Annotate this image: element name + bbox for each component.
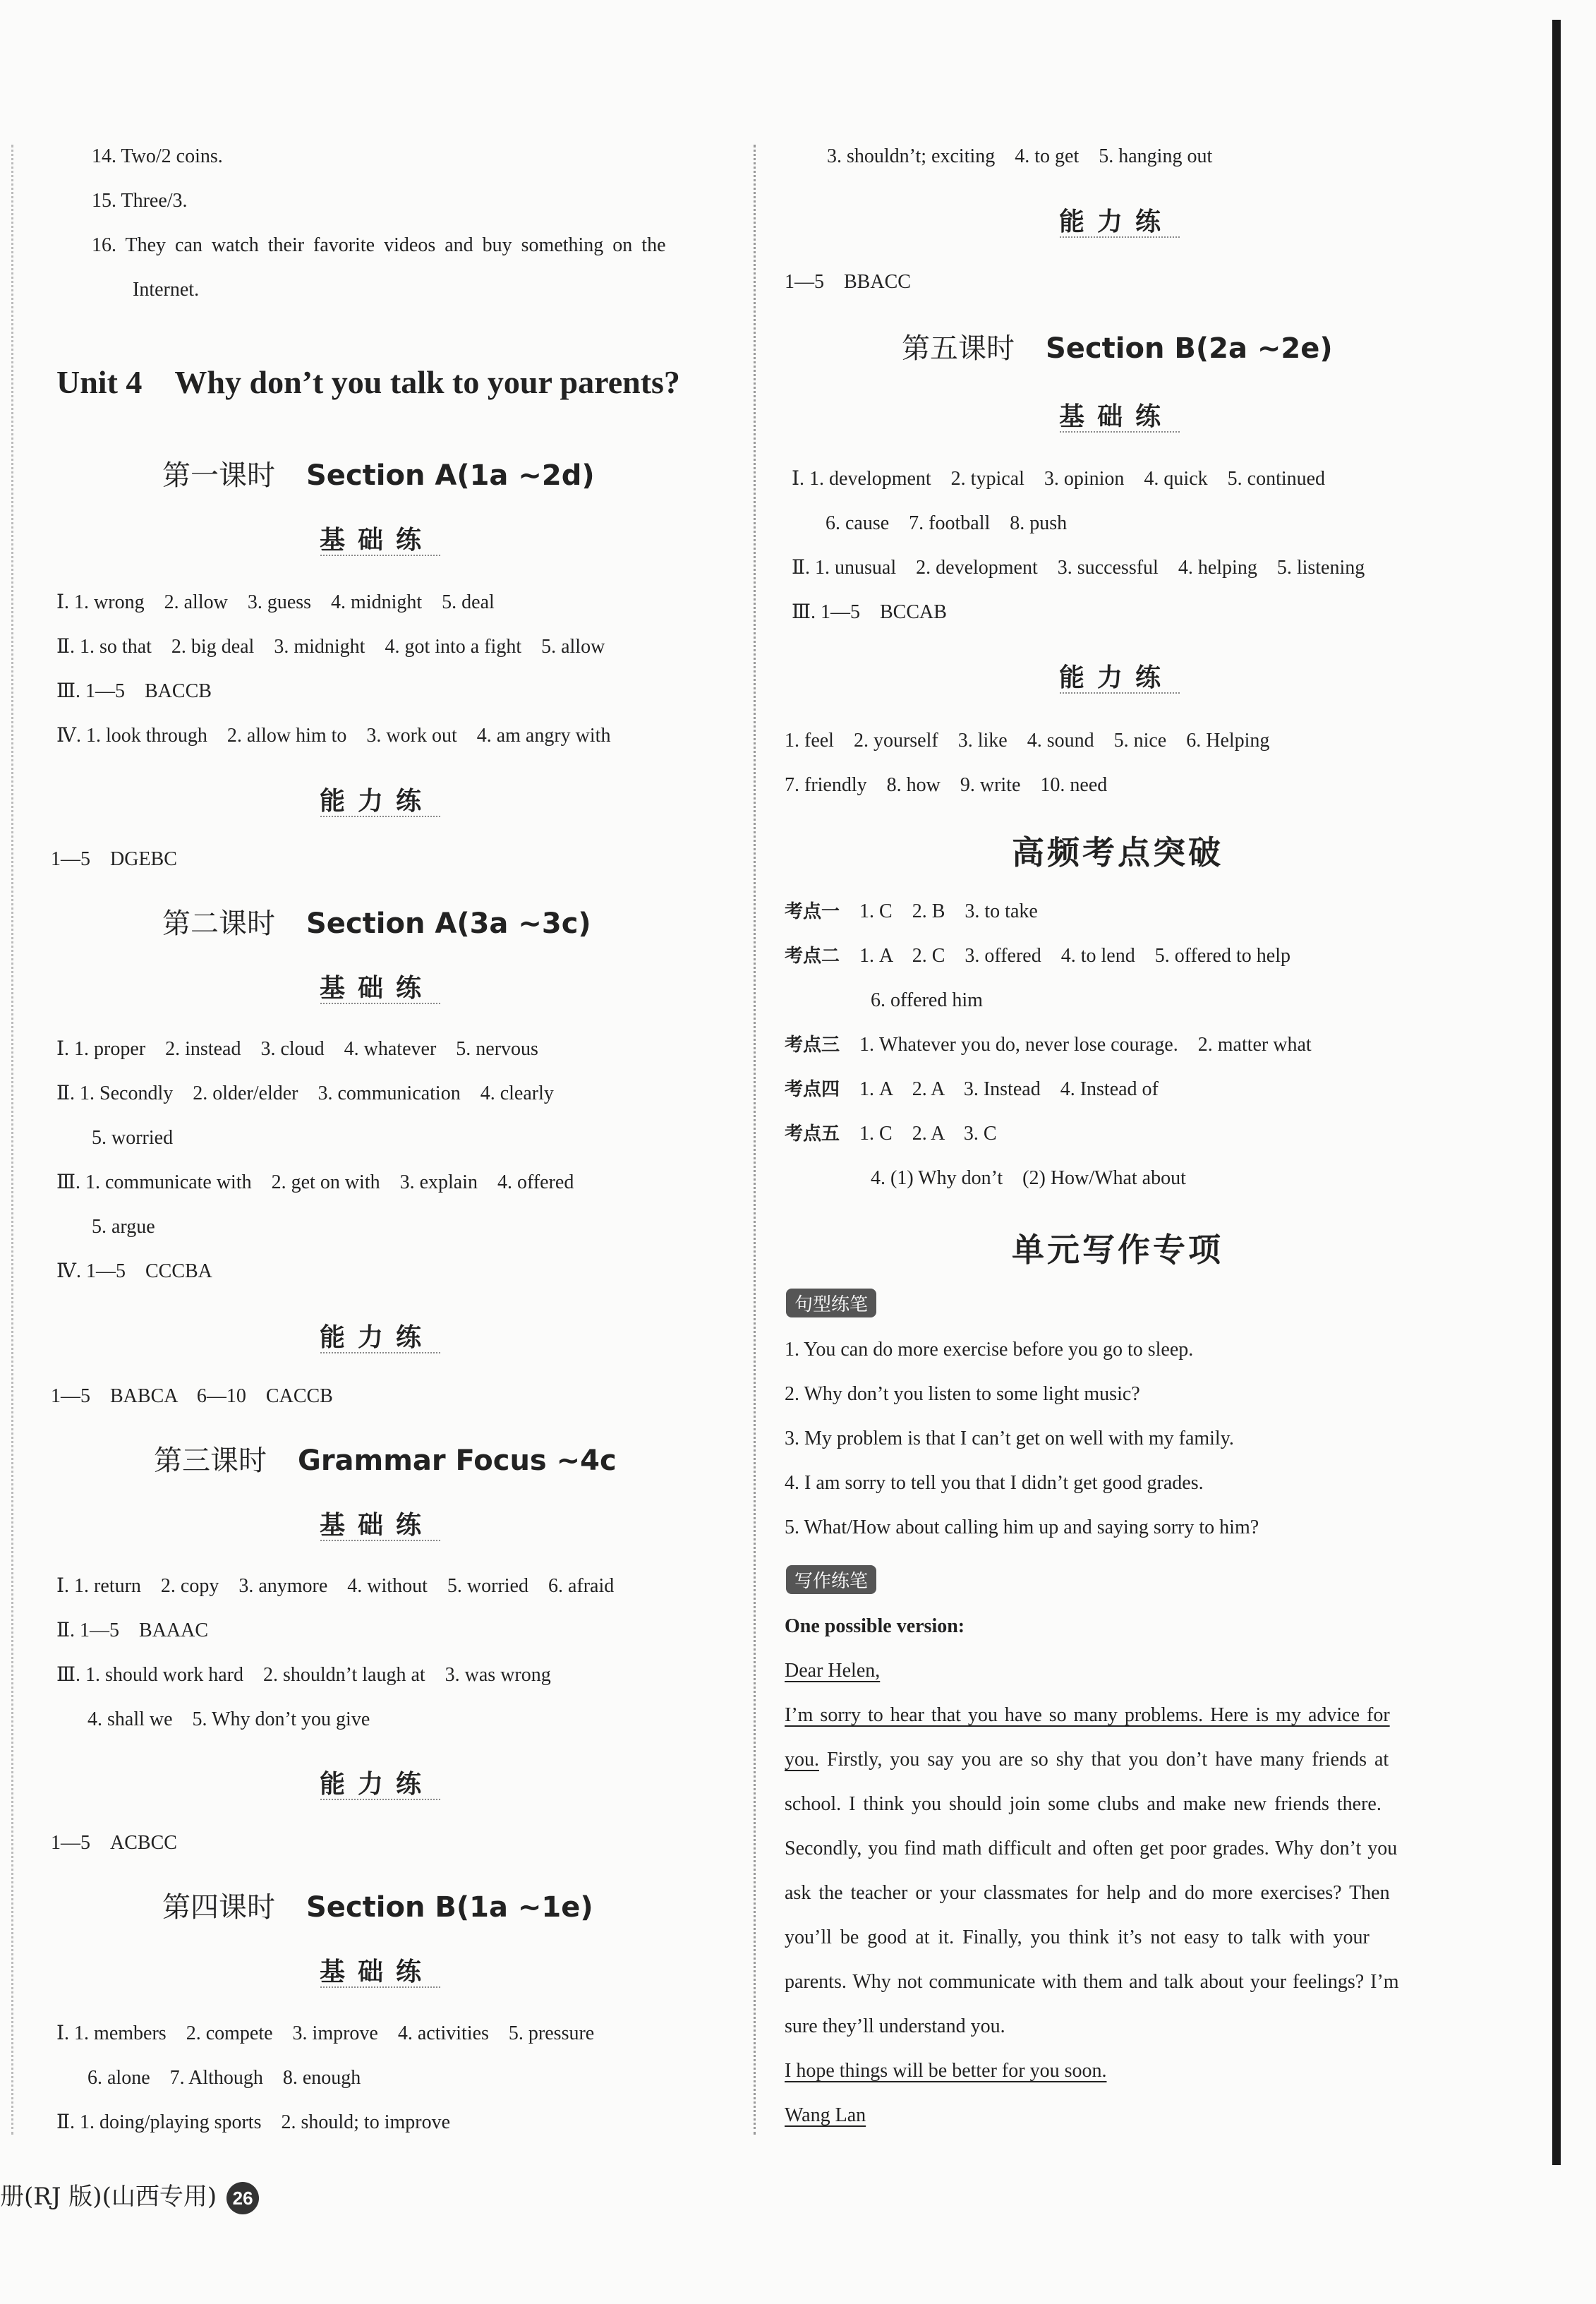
answer-line: 4. shall we 5. Why don’t you give bbox=[87, 1708, 370, 1730]
lesson-cn: 第五课时 bbox=[902, 332, 1015, 365]
sentence-line: 5. What/How about calling him up and saying sorry to him? bbox=[785, 1516, 1259, 1538]
subheading-basic: 基础练 bbox=[319, 526, 434, 555]
answer-line: 1—5 BABCA 6—10 CACCB bbox=[51, 1385, 333, 1407]
lesson-cn: 第三课时 bbox=[154, 1444, 267, 1477]
letter-closing: I hope things will be better for you soon. bbox=[785, 2060, 1107, 2082]
answer-line: Ⅰ. 1. wrong 2. allow 3. guess 4. midnight 5. deal bbox=[56, 591, 495, 613]
answer-line: 6. alone 7. Although 8. enough bbox=[87, 2067, 361, 2089]
sentence-line: 1. You can do more exercise before you go to sleep. bbox=[785, 1339, 1194, 1361]
footer-text: 册(RJ 版)(山西专用) bbox=[0, 2183, 217, 2211]
letter-line: I’m sorry to hear that you have so many problems. Here is my advice for bbox=[785, 1704, 1390, 1726]
subheading-ability: 能力练 bbox=[1058, 663, 1173, 692]
letter-line: Secondly, you find math difficult and often get poor grades. Why don’t you bbox=[785, 1838, 1398, 1859]
answer-line: 1. feel 2. yourself 3. like 4. sound 5. nice 6. Helping bbox=[785, 730, 1270, 752]
letter-signature: Wang Lan bbox=[785, 2104, 866, 2126]
gaopin-heading: 高频考点突破 bbox=[1012, 833, 1223, 871]
answer-line: Ⅳ. 1. look through 2. allow him to 3. work out 4. am angry with bbox=[56, 725, 611, 747]
kaodian-row: 考点三 1. Whatever you do, never lose courage. 2. matter what bbox=[785, 1034, 1312, 1056]
answer-line: Ⅲ. 1—5 BACCB bbox=[56, 680, 212, 702]
writing-heading: 单元写作专项 bbox=[1012, 1231, 1223, 1269]
subheading-basic: 基础练 bbox=[1058, 402, 1173, 431]
lesson-en: Section B(2a ~2e) bbox=[1046, 332, 1333, 365]
letter-line: parents. Why not communicate with them and talk about your feelings? I’m bbox=[785, 1971, 1399, 1993]
lesson-en: Grammar Focus ~4c bbox=[298, 1444, 617, 1477]
tag-sentence-practice: 句型练笔 bbox=[786, 1289, 876, 1317]
left-margin-rule bbox=[11, 145, 13, 2135]
subheading-rule bbox=[320, 1799, 440, 1804]
answer-line: Ⅱ. 1. unusual 2. development 3. successful 4. helping 5. listening bbox=[792, 557, 1365, 579]
lesson-heading bbox=[902, 326, 1333, 366]
answer-line: Ⅰ. 1. proper 2. instead 3. cloud 4. whatever 5. nervous bbox=[56, 1038, 538, 1060]
lesson-heading bbox=[162, 453, 595, 493]
answer-line: 5. argue bbox=[92, 1216, 155, 1238]
letter-greeting: Dear Helen, bbox=[785, 1660, 881, 1682]
kaodian-row: 考点五 1. C 2. A 3. C bbox=[785, 1123, 997, 1145]
sentence-line: 3. My problem is that I can’t get on well with my family. bbox=[785, 1428, 1234, 1449]
subheading-basic: 基础练 bbox=[319, 1958, 434, 1986]
lesson-heading bbox=[162, 901, 591, 941]
subheading-basic: 基础练 bbox=[319, 974, 434, 1003]
lesson-cn: 第四课时 bbox=[162, 1891, 275, 1924]
subheading-rule bbox=[320, 1003, 440, 1008]
kaodian-row: 4. (1) Why don’t (2) How/What about bbox=[871, 1167, 1186, 1189]
answer-line: Ⅰ. 1. members 2. compete 3. improve 4. activities 5. pressure bbox=[56, 2022, 595, 2044]
answer-line: Ⅰ. 1. development 2. typical 3. opinion 4. quick 5. continued bbox=[792, 468, 1326, 490]
subheading-rule bbox=[1060, 236, 1180, 242]
sentence-line: 4. I am sorry to tell you that I didn’t get good grades. bbox=[785, 1472, 1204, 1494]
letter-line: you’ll be good at it. Finally, you think it’s not easy to talk with your bbox=[785, 1926, 1370, 1948]
subheading-rule bbox=[1060, 692, 1180, 698]
subheading-rule bbox=[320, 816, 440, 821]
subheading-basic: 基础练 bbox=[319, 1511, 434, 1540]
answer-line: 3. shouldn’t; exciting 4. to get 5. hanging out bbox=[827, 145, 1213, 167]
kaodian-row: 6. offered him bbox=[871, 989, 983, 1011]
subheading-rule bbox=[320, 1352, 440, 1358]
page-edge-bar bbox=[1552, 20, 1561, 2165]
lesson-en: Section A(1a ~2d) bbox=[306, 459, 595, 492]
letter-line: school. I think you should join some clubs and make new friends there. bbox=[785, 1793, 1382, 1815]
answer-line: 7. friendly 8. how 9. write 10. need bbox=[785, 774, 1108, 796]
tag-writing-practice: 写作练笔 bbox=[786, 1565, 876, 1594]
subheading-rule bbox=[320, 1540, 440, 1545]
sentence-line: 2. Why don’t you listen to some light music? bbox=[785, 1383, 1140, 1405]
answer-line: Ⅱ. 1. so that 2. big deal 3. midnight 4. got into a fight 5. allow bbox=[56, 636, 605, 658]
subheading-ability: 能力练 bbox=[319, 787, 434, 816]
page-footer bbox=[0, 2177, 259, 2214]
lesson-cn: 第一课时 bbox=[162, 459, 275, 492]
kaodian-row: 考点四 1. A 2. A 3. Instead 4. Instead of bbox=[785, 1078, 1159, 1100]
lesson-cn: 第二课时 bbox=[162, 907, 275, 940]
answer-line: Ⅱ. 1—5 BAAAC bbox=[56, 1620, 209, 1641]
unit-title: Unit 4 Why don’t you talk to your parents? bbox=[56, 364, 680, 400]
version-label: One possible version: bbox=[785, 1615, 965, 1637]
answer-line: Ⅲ. 1. should work hard 2. shouldn’t laugh at 3. was wrong bbox=[56, 1664, 551, 1686]
letter-line: you. Firstly, you say you are so shy that you don’t have many friends at bbox=[785, 1749, 1389, 1771]
lesson-heading bbox=[162, 1885, 593, 1925]
answer-line: 5. worried bbox=[92, 1127, 174, 1149]
subheading-rule bbox=[320, 555, 440, 560]
subheading-ability: 能力练 bbox=[1058, 207, 1173, 236]
answer-line: Ⅳ. 1—5 CCCBA bbox=[56, 1260, 212, 1282]
subheading-rule bbox=[320, 1986, 440, 1992]
answer-line: Ⅱ. 1. doing/playing sports 2. should; to improve bbox=[56, 2111, 451, 2133]
kaodian-row: 考点二 1. A 2. C 3. offered 4. to lend 5. offered to help bbox=[785, 945, 1291, 967]
answer-line: 1—5 DGEBC bbox=[51, 848, 177, 870]
answer-line: Ⅱ. 1. Secondly 2. older/elder 3. communication 4. clearly bbox=[56, 1082, 554, 1104]
letter-line: sure they’ll understand you. bbox=[785, 2015, 1005, 2037]
answer-line: Internet. bbox=[133, 279, 200, 301]
subheading-rule bbox=[1060, 431, 1180, 437]
answer-line: 14. Two/2 coins. bbox=[92, 145, 223, 167]
column-divider bbox=[754, 145, 756, 2135]
page-number-badge: 26 bbox=[226, 2182, 259, 2214]
answer-line: 1—5 BBACC bbox=[785, 271, 911, 293]
answer-line: Ⅲ. 1. communicate with 2. get on with 3. explain 4. offered bbox=[56, 1171, 574, 1193]
answer-line: 1—5 ACBCC bbox=[51, 1832, 177, 1854]
kaodian-row: 考点一 1. C 2. B 3. to take bbox=[785, 900, 1038, 922]
lesson-en: Section B(1a ~1e) bbox=[306, 1891, 593, 1924]
lesson-heading bbox=[154, 1438, 617, 1478]
subheading-ability: 能力练 bbox=[319, 1770, 434, 1799]
answer-line: 15. Three/3. bbox=[92, 190, 188, 212]
answer-line: 6. cause 7. football 8. push bbox=[826, 512, 1068, 534]
subheading-ability: 能力练 bbox=[319, 1323, 434, 1352]
answer-line: Ⅰ. 1. return 2. copy 3. anymore 4. without 5. worried 6. afraid bbox=[56, 1575, 615, 1597]
letter-line: ask the teacher or your classmates for help and do more exercises? Then bbox=[785, 1882, 1390, 1904]
lesson-en: Section A(3a ~3c) bbox=[306, 907, 591, 940]
answer-line: 16. They can watch their favorite videos and buy something on the bbox=[92, 234, 666, 256]
answer-line: Ⅲ. 1—5 BCCAB bbox=[792, 601, 947, 623]
